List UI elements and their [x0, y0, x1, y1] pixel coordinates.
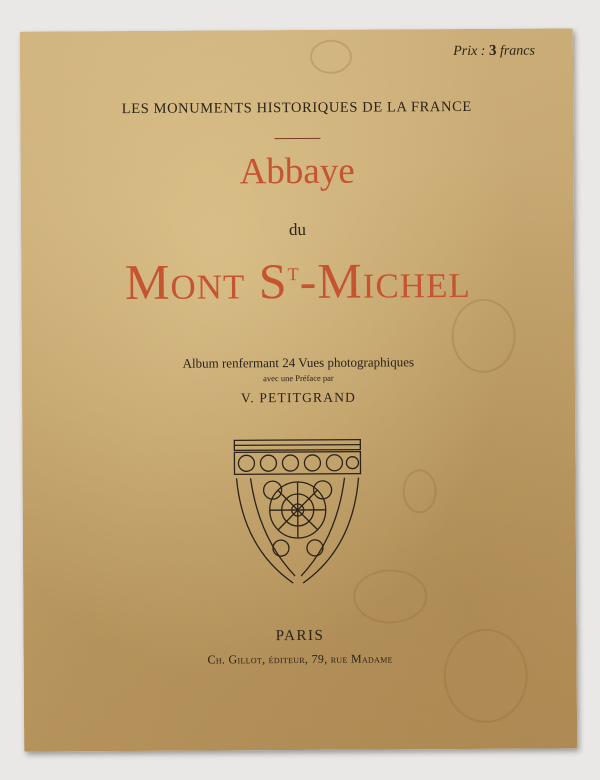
stain	[353, 569, 427, 623]
gothic-rose-carving-icon	[232, 438, 363, 589]
title-du: du	[288, 219, 307, 240]
city: PARIS	[275, 627, 325, 645]
publisher: Ch. Gillot, éditeur, 79, rue Madame	[207, 651, 393, 667]
stain	[310, 40, 352, 74]
title-main: Mont $S^t$-Michel	[124, 251, 471, 311]
stain	[402, 469, 436, 513]
book-cover	[20, 28, 577, 751]
author-name: V. PETITGRAND	[240, 389, 357, 406]
price-label: Prix : 3 francs	[453, 42, 535, 60]
album-description: Album renfermant 24 Vues photographiques	[182, 354, 415, 371]
preface-note: avec une Préface par	[263, 372, 334, 384]
series-title: LES MONUMENTS HISTORIQUES DE LA FRANCE	[121, 98, 472, 118]
divider	[274, 138, 320, 139]
title-abbaye: Abbaye	[239, 150, 355, 193]
price-amount: 3	[488, 42, 497, 59]
